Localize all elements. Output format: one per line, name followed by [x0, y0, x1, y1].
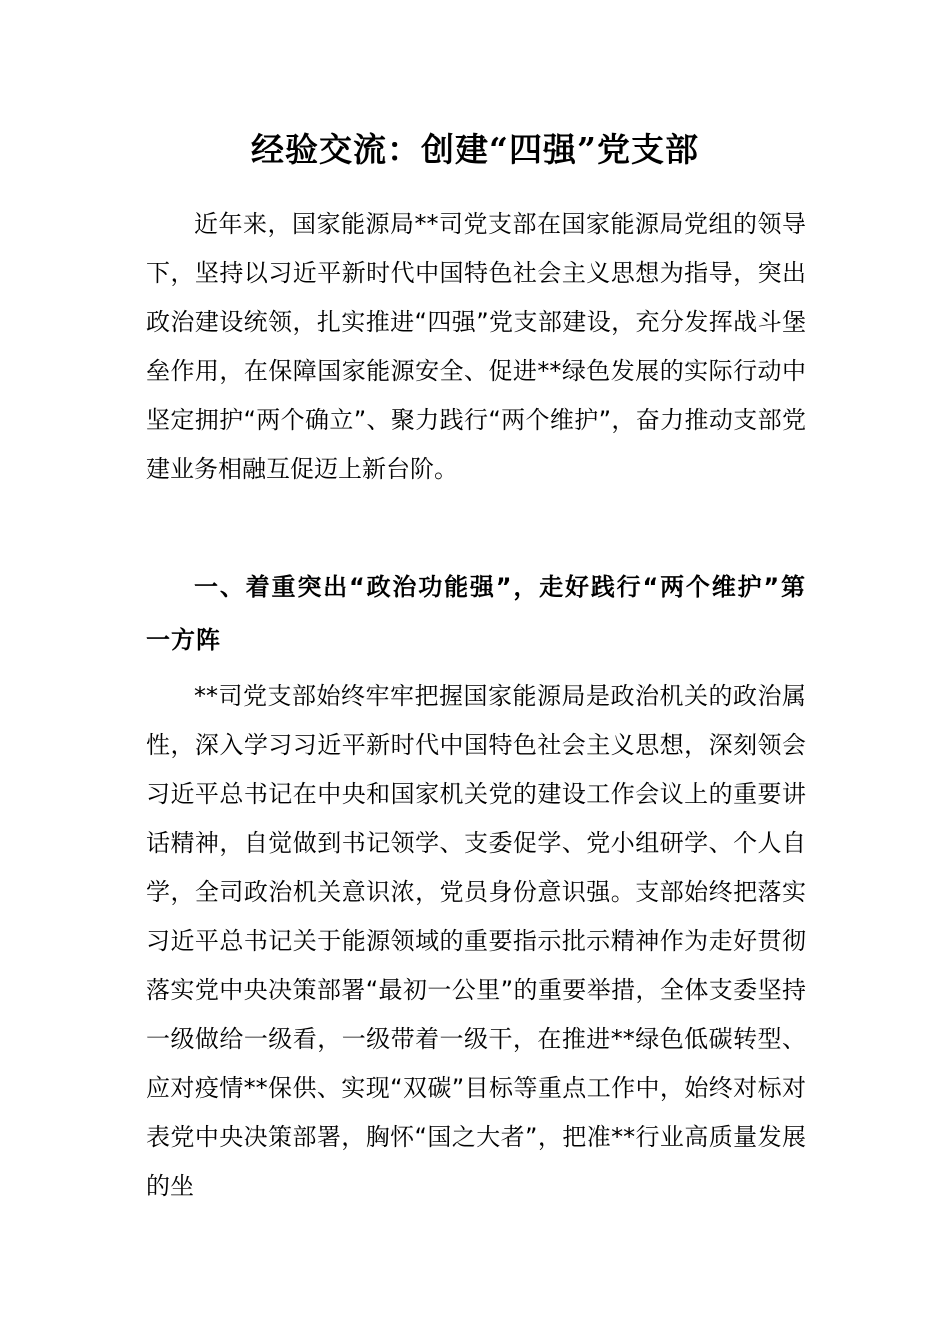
section-paragraph: **司党支部始终牢牢把握国家能源局是政治机关的政治属性，深入学习习近平新时代中国特色社会主义思想，深刻领会习近平总书记在中央和国家机关党的建设工作会议上的重要讲话精神，自觉做到书记领学、支委促学、党小组研学、个人自学，全司政治机关意识浓，党员身份意识强。支部始终把落实习近平总书记关于能源领域的重要指示批示精神作为走好贯彻落实党中央决策部署“最初一公里”的重要举措，全体支委坚持一级做给一级看，一级带着一级干，在推进**绿色低碳转型、应对疫情**保供、实现“双碳”目标等重点工作中，始终对标对表党中央决策部署，胸怀“国之大者”，把准**行业高质量发展的坐 — [146, 682, 806, 1200]
section-heading: 一、着重突出“政治功能强”，走好践行“两个维护”第一方阵 — [146, 573, 806, 654]
intro-paragraph: 近年来，国家能源局**司党支部在国家能源局党组的领导下，坚持以习近平新时代中国特色社会主义思想为指导，突出政治建设统领，扎实推进“四强”党支部建设，充分发挥战斗堡垒作用，在保障国家能源安全、促进**绿色发展的实际行动中坚定拥护“两个确立”、聚力践行“两个维护”，奋力推动支部党建业务相融互促迈上新台阶。 — [146, 210, 806, 483]
document-title: 经验交流：创建“四强”党支部 — [251, 130, 699, 169]
